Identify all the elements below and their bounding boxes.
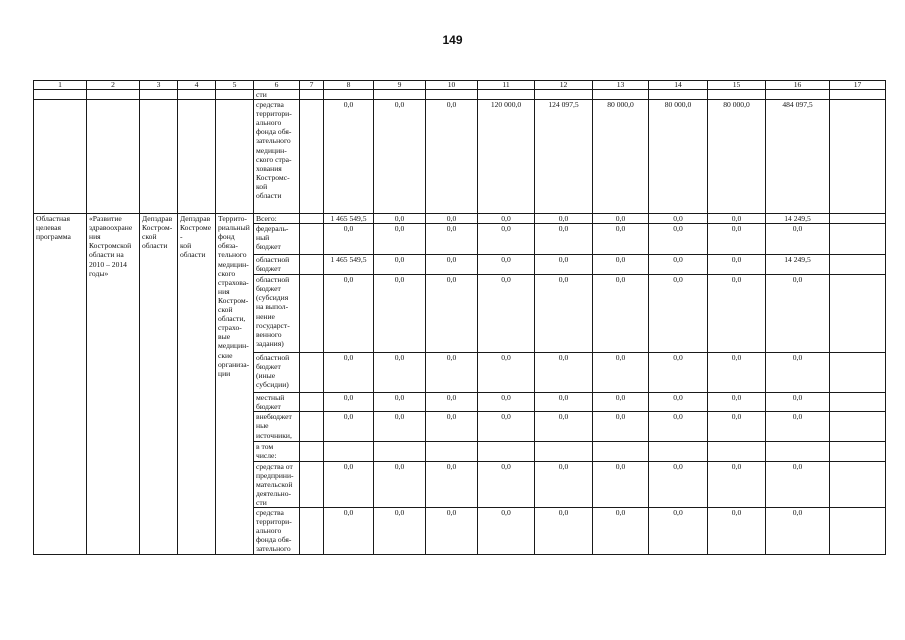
value-cell: 0,0 bbox=[766, 412, 830, 442]
value-cell: 0,0 bbox=[766, 275, 830, 353]
value-cell: 0,0 bbox=[324, 275, 374, 353]
source-label: сти bbox=[254, 90, 300, 100]
column-number: 5 bbox=[216, 81, 254, 90]
value-cell: 0,0 bbox=[708, 508, 766, 554]
value-cell: 0,0 bbox=[324, 508, 374, 554]
column-number: 12 bbox=[535, 81, 593, 90]
column-number: 13 bbox=[593, 81, 649, 90]
value-cell bbox=[649, 90, 708, 100]
value-cell bbox=[324, 90, 374, 100]
empty-cell bbox=[140, 90, 178, 100]
value-cell: 14 249,5 bbox=[766, 214, 830, 224]
value-cell bbox=[766, 442, 830, 461]
value-cell: 0,0 bbox=[708, 412, 766, 442]
value-cell bbox=[300, 90, 324, 100]
value-cell: 0,0 bbox=[478, 353, 535, 393]
value-cell: 1 465 549,5 bbox=[324, 255, 374, 275]
value-cell: 0,0 bbox=[649, 224, 708, 255]
value-cell: 0,0 bbox=[708, 275, 766, 353]
source-label: областной бюджет (иные субсидии) bbox=[254, 353, 300, 393]
empty-cell bbox=[830, 353, 886, 393]
empty-cell bbox=[830, 508, 886, 554]
empty-cell bbox=[300, 275, 324, 353]
value-cell: 80 000,0 bbox=[708, 100, 766, 214]
column-number: 10 bbox=[426, 81, 478, 90]
value-cell: 0,0 bbox=[478, 224, 535, 255]
value-cell bbox=[593, 442, 649, 461]
value-cell: 0,0 bbox=[324, 461, 374, 507]
value-cell: 0,0 bbox=[535, 255, 593, 275]
page-number: 149 bbox=[442, 33, 463, 47]
value-cell: 0,0 bbox=[535, 412, 593, 442]
value-cell: 0,0 bbox=[766, 508, 830, 554]
empty-cell bbox=[87, 100, 140, 214]
value-cell: 0,0 bbox=[374, 393, 426, 412]
value-cell: 0,0 bbox=[649, 255, 708, 275]
empty-cell bbox=[300, 508, 324, 554]
column-number: 15 bbox=[708, 81, 766, 90]
empty-cell bbox=[87, 90, 140, 100]
empty-cell bbox=[178, 100, 216, 214]
value-cell: 0,0 bbox=[593, 461, 649, 507]
value-cell: 0,0 bbox=[708, 461, 766, 507]
value-cell: 0,0 bbox=[535, 214, 593, 224]
empty-cell bbox=[830, 393, 886, 412]
empty-cell bbox=[830, 255, 886, 275]
value-cell: 0,0 bbox=[593, 275, 649, 353]
empty-cell bbox=[300, 224, 324, 255]
empty-cell bbox=[216, 100, 254, 214]
value-cell bbox=[300, 100, 324, 214]
column-number-row bbox=[34, 81, 886, 90]
value-cell: 0,0 bbox=[649, 461, 708, 507]
empty-cell bbox=[34, 100, 87, 214]
empty-cell bbox=[300, 353, 324, 393]
value-cell bbox=[478, 442, 535, 461]
column-number: 9 bbox=[374, 81, 426, 90]
column-number: 16 bbox=[766, 81, 830, 90]
value-cell: 0,0 bbox=[324, 100, 374, 214]
value-cell: 0,0 bbox=[426, 353, 478, 393]
value-cell: 0,0 bbox=[374, 508, 426, 554]
value-cell: 484 097,5 bbox=[766, 100, 830, 214]
value-cell: 0,0 bbox=[708, 353, 766, 393]
coordinator: Депздрав Костроме- кой области bbox=[178, 214, 216, 554]
value-cell: 0,0 bbox=[649, 214, 708, 224]
value-cell: 0,0 bbox=[374, 461, 426, 507]
column-number: 4 bbox=[178, 81, 216, 90]
value-cell: 0,0 bbox=[766, 461, 830, 507]
value-cell: 0,0 bbox=[324, 353, 374, 393]
value-cell: 0,0 bbox=[708, 255, 766, 275]
value-cell: 0,0 bbox=[426, 508, 478, 554]
value-cell: 0,0 bbox=[593, 508, 649, 554]
value-cell: 0,0 bbox=[478, 255, 535, 275]
value-cell bbox=[324, 442, 374, 461]
source-label: Всего: bbox=[254, 214, 300, 224]
value-cell bbox=[426, 90, 478, 100]
value-cell: 0,0 bbox=[324, 412, 374, 442]
empty-cell bbox=[830, 275, 886, 353]
program-name: «Развитие здравоохране ния Костромской области на 2010 – 2014 годы» bbox=[87, 214, 140, 554]
value-cell: 120 000,0 bbox=[478, 100, 535, 214]
value-cell: 80 000,0 bbox=[649, 100, 708, 214]
value-cell: 0,0 bbox=[535, 353, 593, 393]
value-cell: 0,0 bbox=[593, 255, 649, 275]
value-cell: 0,0 bbox=[535, 393, 593, 412]
value-cell: 0,0 bbox=[766, 224, 830, 255]
empty-cell bbox=[830, 90, 886, 100]
value-cell: 0,0 bbox=[593, 353, 649, 393]
value-cell: 0,0 bbox=[478, 508, 535, 554]
value-cell bbox=[766, 90, 830, 100]
value-cell: 0,0 bbox=[649, 353, 708, 393]
value-cell: 0,0 bbox=[593, 214, 649, 224]
column-number: 1 bbox=[34, 81, 87, 90]
empty-cell bbox=[140, 100, 178, 214]
column-number: 3 bbox=[140, 81, 178, 90]
value-cell: 14 249,5 bbox=[766, 255, 830, 275]
value-cell: 1 465 549,5 bbox=[324, 214, 374, 224]
value-cell: 0,0 bbox=[426, 275, 478, 353]
value-cell: 0,0 bbox=[478, 412, 535, 442]
value-cell: 0,0 bbox=[426, 255, 478, 275]
value-cell: 0,0 bbox=[535, 224, 593, 255]
value-cell bbox=[426, 442, 478, 461]
value-cell bbox=[374, 90, 426, 100]
value-cell: 0,0 bbox=[324, 393, 374, 412]
value-cell bbox=[535, 90, 593, 100]
value-cell bbox=[649, 442, 708, 461]
empty-cell bbox=[830, 214, 886, 224]
budget-table bbox=[33, 80, 886, 555]
value-cell: 0,0 bbox=[374, 224, 426, 255]
value-cell bbox=[708, 90, 766, 100]
value-cell: 0,0 bbox=[593, 412, 649, 442]
empty-cell bbox=[300, 214, 324, 224]
value-cell: 0,0 bbox=[426, 412, 478, 442]
value-cell bbox=[593, 90, 649, 100]
responsible-executor: Депздрав Костром- ской области bbox=[140, 214, 178, 554]
value-cell: 0,0 bbox=[426, 393, 478, 412]
empty-cell bbox=[300, 412, 324, 442]
value-cell: 0,0 bbox=[535, 275, 593, 353]
participants: Террито- риальный фонд обяза- тельного медицин- ского страхова- ния Костром- ской области, страхо- вые медицин- ские организа- ции bbox=[216, 214, 254, 554]
source-label: областной бюджет (субсидия на выпол- нение государст- венного задания) bbox=[254, 275, 300, 353]
empty-cell bbox=[830, 412, 886, 442]
column-number: 7 bbox=[300, 81, 324, 90]
source-label: в том числе: bbox=[254, 442, 300, 461]
empty-cell bbox=[830, 461, 886, 507]
value-cell: 0,0 bbox=[593, 224, 649, 255]
value-cell: 0,0 bbox=[324, 224, 374, 255]
value-cell: 0,0 bbox=[478, 275, 535, 353]
source-label: местный бюджет bbox=[254, 393, 300, 412]
value-cell: 0,0 bbox=[426, 214, 478, 224]
value-cell: 0,0 bbox=[649, 275, 708, 353]
empty-cell bbox=[300, 442, 324, 461]
column-number: 2 bbox=[87, 81, 140, 90]
source-label: областной бюджет bbox=[254, 255, 300, 275]
value-cell: 0,0 bbox=[374, 353, 426, 393]
value-cell bbox=[478, 90, 535, 100]
column-number: 6 bbox=[254, 81, 300, 90]
value-cell: 0,0 bbox=[374, 214, 426, 224]
value-cell: 0,0 bbox=[649, 393, 708, 412]
value-cell: 0,0 bbox=[708, 214, 766, 224]
empty-cell bbox=[300, 393, 324, 412]
carry-row bbox=[34, 100, 886, 214]
value-cell: 124 097,5 bbox=[535, 100, 593, 214]
source-label: средства территори- ального фонда обя- зательного bbox=[254, 508, 300, 554]
carry-row bbox=[34, 90, 886, 100]
column-number: 11 bbox=[478, 81, 535, 90]
value-cell: 0,0 bbox=[649, 508, 708, 554]
value-cell: 0,0 bbox=[478, 461, 535, 507]
value-cell: 0,0 bbox=[535, 461, 593, 507]
column-number: 8 bbox=[324, 81, 374, 90]
value-cell: 0,0 bbox=[535, 508, 593, 554]
empty-cell bbox=[216, 90, 254, 100]
program-row bbox=[34, 214, 886, 224]
value-cell: 0,0 bbox=[708, 224, 766, 255]
program-type: Областная целевая программа bbox=[34, 214, 87, 554]
empty-cell bbox=[830, 224, 886, 255]
value-cell: 0,0 bbox=[649, 412, 708, 442]
value-cell: 80 000,0 bbox=[593, 100, 649, 214]
value-cell: 0,0 bbox=[766, 353, 830, 393]
empty-cell bbox=[300, 461, 324, 507]
column-number: 17 bbox=[830, 81, 886, 90]
value-cell: 0,0 bbox=[374, 100, 426, 214]
value-cell: 0,0 bbox=[426, 224, 478, 255]
source-label: внебюджет ные источники, bbox=[254, 412, 300, 442]
value-cell: 0,0 bbox=[593, 393, 649, 412]
source-label: средства от предприни- мательской деятельно- сти bbox=[254, 461, 300, 507]
empty-cell bbox=[178, 90, 216, 100]
value-cell: 0,0 bbox=[426, 461, 478, 507]
value-cell: 0,0 bbox=[374, 412, 426, 442]
source-label: средства территори- ального фонда обя- зательного медицин- ского стра- хования Костромс- кой области bbox=[254, 100, 300, 214]
value-cell: 0,0 bbox=[478, 214, 535, 224]
value-cell: 0,0 bbox=[374, 275, 426, 353]
empty-cell bbox=[830, 100, 886, 214]
value-cell: 0,0 bbox=[374, 255, 426, 275]
value-cell: 0,0 bbox=[708, 393, 766, 412]
empty-cell bbox=[300, 255, 324, 275]
empty-cell bbox=[34, 90, 87, 100]
value-cell bbox=[374, 442, 426, 461]
value-cell: 0,0 bbox=[426, 100, 478, 214]
value-cell: 0,0 bbox=[766, 393, 830, 412]
empty-cell bbox=[830, 442, 886, 461]
column-number: 14 bbox=[649, 81, 708, 90]
value-cell bbox=[708, 442, 766, 461]
source-label: федераль- ный бюджет bbox=[254, 224, 300, 255]
value-cell: 0,0 bbox=[478, 393, 535, 412]
value-cell bbox=[535, 442, 593, 461]
